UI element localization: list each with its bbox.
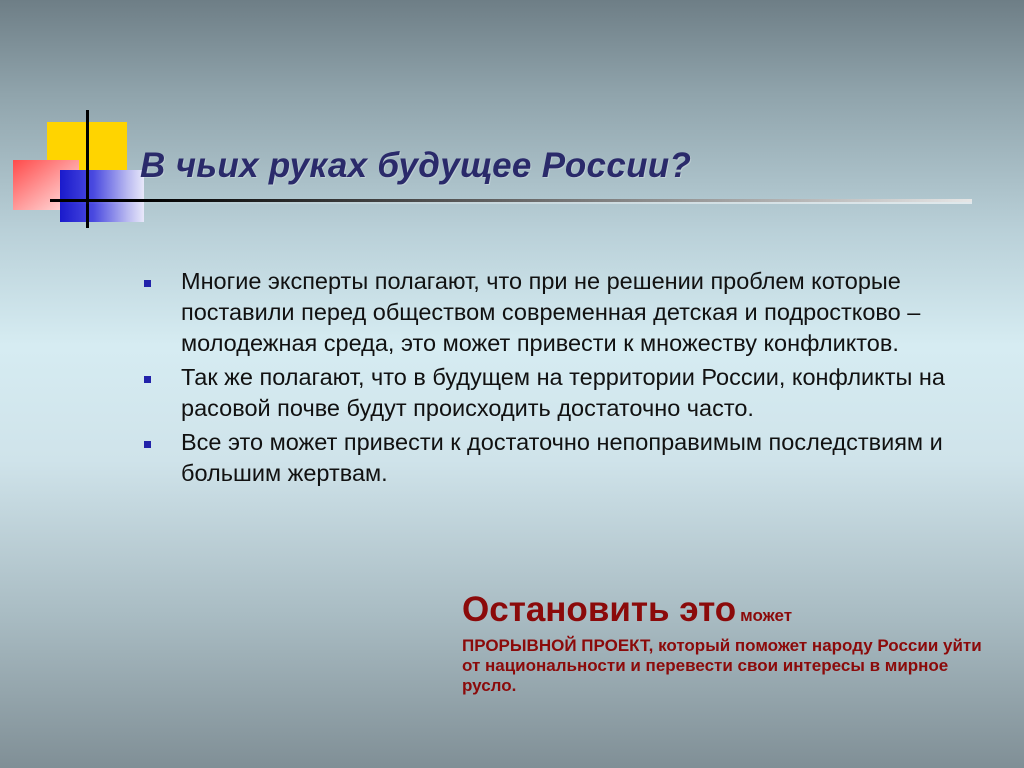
conclusion-heading-large: Остановить это: [462, 590, 737, 629]
decorative-vertical-line: [86, 110, 89, 228]
bullet-item: [140, 427, 1000, 489]
conclusion-block: [462, 588, 982, 696]
bullet-item: [140, 362, 1000, 424]
square-bullet-icon: [144, 376, 151, 383]
title-underline-highlight: [50, 202, 972, 204]
bullet-text: Все это может привести к достаточно непоправимым последствиям и большим жертвам.: [181, 429, 943, 486]
conclusion-heading-small: может: [740, 606, 793, 625]
bullet-text: Так же полагают, что в будущем на территории России, конфликты на расовой почве будут происходить достаточно часто.: [181, 364, 945, 421]
square-bullet-icon: [144, 280, 151, 287]
slide-title: В чьих руках будущее России?: [140, 146, 692, 185]
decorative-blue-square: [60, 170, 144, 222]
conclusion-text: ПРОРЫВНОЙ ПРОЕКТ, который поможет народу России уйти от национальности и перевести свои интересы в мирное русло.: [462, 636, 982, 695]
bullet-item: [140, 266, 1000, 359]
conclusion-heading: [462, 588, 982, 638]
bullet-text: Многие эксперты полагают, что при не решении проблем которые поставили перед обществом современная детская и подростково – молодежная среда, это может привести к множеству конфликтов.: [181, 268, 921, 356]
square-bullet-icon: [144, 441, 151, 448]
bullet-list: [140, 266, 1000, 492]
